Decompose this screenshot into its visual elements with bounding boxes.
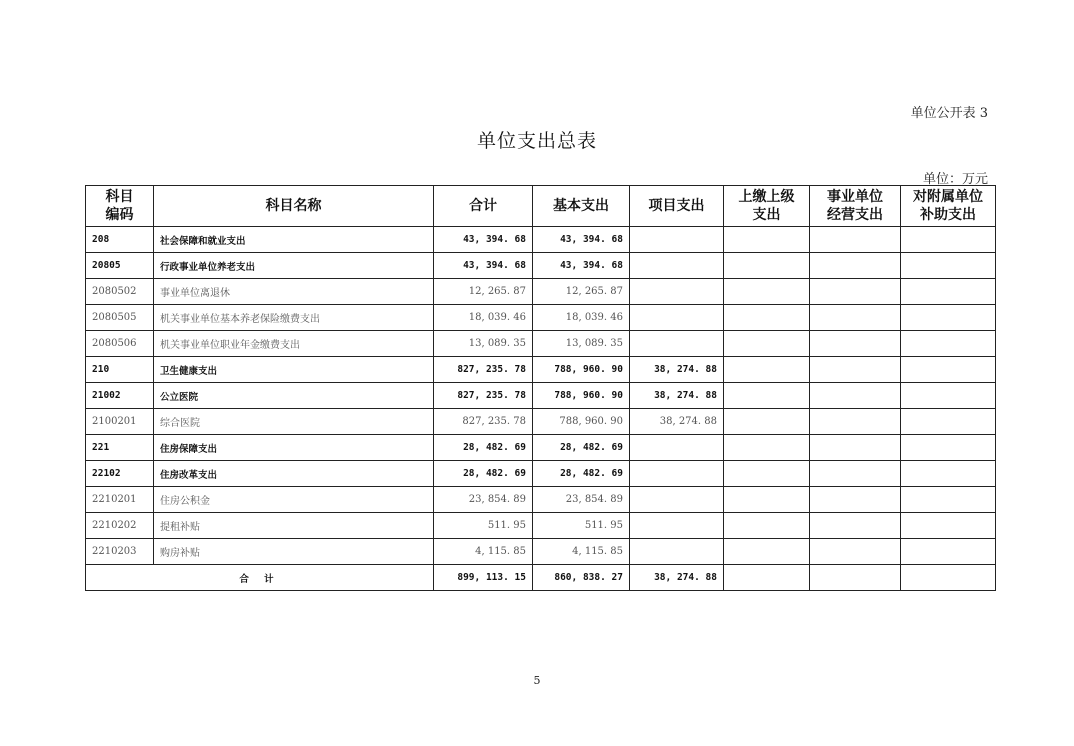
cell-total: 43, 394. 68	[434, 227, 533, 253]
cell-total: 18, 039. 46	[434, 305, 533, 331]
cell-code: 208	[86, 227, 154, 253]
cell-project: 38, 274. 88	[630, 409, 724, 435]
cell-subsidy	[901, 435, 996, 461]
cell-remit	[724, 487, 810, 513]
cell-basic: 12, 265. 87	[533, 279, 630, 305]
cell-subsidy	[901, 487, 996, 513]
cell-total: 13, 089. 35	[434, 331, 533, 357]
cell-business	[810, 253, 901, 279]
cell-remit	[724, 513, 810, 539]
cell-name: 卫生健康支出	[154, 357, 434, 383]
total-label: 合 计	[86, 565, 434, 591]
total-project: 38, 274. 88	[630, 565, 724, 591]
cell-name: 机关事业单位职业年金缴费支出	[154, 331, 434, 357]
form-number: 单位公开表 3	[910, 106, 988, 121]
col-header-project: 项目支出	[630, 186, 724, 227]
cell-project	[630, 435, 724, 461]
cell-business	[810, 513, 901, 539]
col-header-code: 科目 编码	[86, 186, 154, 227]
cell-basic: 788, 960. 90	[533, 383, 630, 409]
cell-project: 38, 274. 88	[630, 383, 724, 409]
cell-business	[810, 409, 901, 435]
cell-subsidy	[901, 539, 996, 565]
cell-subsidy	[901, 513, 996, 539]
total-total: 899, 113. 15	[434, 565, 533, 591]
cell-total: 827, 235. 78	[434, 409, 533, 435]
page-title: 单位支出总表	[476, 130, 597, 152]
page-number: 5	[533, 674, 541, 687]
cell-total: 28, 482. 69	[434, 435, 533, 461]
total-subsidy	[901, 565, 996, 591]
cell-remit	[724, 227, 810, 253]
cell-basic: 43, 394. 68	[533, 253, 630, 279]
cell-business	[810, 227, 901, 253]
cell-code: 2080505	[86, 305, 154, 331]
cell-project	[630, 331, 724, 357]
cell-subsidy	[901, 461, 996, 487]
cell-name: 购房补贴	[154, 539, 434, 565]
col-header-subsidy: 对附属单位 补助支出	[901, 186, 996, 227]
cell-basic: 511. 95	[533, 513, 630, 539]
cell-code: 22102	[86, 461, 154, 487]
cell-name: 公立医院	[154, 383, 434, 409]
cell-code: 2080502	[86, 279, 154, 305]
cell-remit	[724, 305, 810, 331]
cell-code: 2210201	[86, 487, 154, 513]
cell-project: 38, 274. 88	[630, 357, 724, 383]
cell-code: 2210203	[86, 539, 154, 565]
cell-basic: 13, 089. 35	[533, 331, 630, 357]
cell-subsidy	[901, 383, 996, 409]
cell-code: 221	[86, 435, 154, 461]
cell-name: 综合医院	[154, 409, 434, 435]
cell-subsidy	[901, 305, 996, 331]
cell-basic: 23, 854. 89	[533, 487, 630, 513]
cell-subsidy	[901, 409, 996, 435]
cell-remit	[724, 539, 810, 565]
cell-business	[810, 383, 901, 409]
cell-code: 210	[86, 357, 154, 383]
cell-business	[810, 487, 901, 513]
cell-name: 住房保障支出	[154, 435, 434, 461]
cell-basic: 28, 482. 69	[533, 435, 630, 461]
expenditure-table	[85, 185, 996, 591]
cell-basic: 788, 960. 90	[533, 357, 630, 383]
cell-name: 社会保障和就业支出	[154, 227, 434, 253]
cell-total: 827, 235. 78	[434, 383, 533, 409]
cell-remit	[724, 357, 810, 383]
col-header-business: 事业单位 经营支出	[810, 186, 901, 227]
cell-project	[630, 227, 724, 253]
cell-name: 行政事业单位养老支出	[154, 253, 434, 279]
cell-business	[810, 331, 901, 357]
cell-basic: 43, 394. 68	[533, 227, 630, 253]
cell-subsidy	[901, 331, 996, 357]
cell-code: 2100201	[86, 409, 154, 435]
total-remit	[724, 565, 810, 591]
cell-total: 827, 235. 78	[434, 357, 533, 383]
cell-name: 机关事业单位基本养老保险缴费支出	[154, 305, 434, 331]
cell-business	[810, 461, 901, 487]
cell-basic: 18, 039. 46	[533, 305, 630, 331]
cell-total: 28, 482. 69	[434, 461, 533, 487]
table-body	[86, 227, 996, 591]
cell-name: 提租补贴	[154, 513, 434, 539]
cell-subsidy	[901, 227, 996, 253]
col-header-remit: 上缴上级 支出	[724, 186, 810, 227]
cell-code: 21002	[86, 383, 154, 409]
cell-remit	[724, 383, 810, 409]
cell-business	[810, 357, 901, 383]
cell-name: 住房改革支出	[154, 461, 434, 487]
unit-label: 单位：万元	[922, 172, 988, 187]
cell-project	[630, 305, 724, 331]
cell-remit	[724, 253, 810, 279]
cell-project	[630, 253, 724, 279]
cell-basic: 4, 115. 85	[533, 539, 630, 565]
cell-total: 43, 394. 68	[434, 253, 533, 279]
cell-total: 511. 95	[434, 513, 533, 539]
cell-remit	[724, 409, 810, 435]
cell-remit	[724, 331, 810, 357]
cell-project	[630, 513, 724, 539]
cell-subsidy	[901, 279, 996, 305]
cell-business	[810, 435, 901, 461]
cell-code: 20805	[86, 253, 154, 279]
cell-subsidy	[901, 253, 996, 279]
cell-project	[630, 461, 724, 487]
col-header-basic: 基本支出	[533, 186, 630, 227]
cell-basic: 28, 482. 69	[533, 461, 630, 487]
cell-remit	[724, 435, 810, 461]
cell-name: 事业单位离退休	[154, 279, 434, 305]
total-basic: 860, 838. 27	[533, 565, 630, 591]
cell-basic: 788, 960. 90	[533, 409, 630, 435]
cell-business	[810, 305, 901, 331]
cell-code: 2080506	[86, 331, 154, 357]
cell-business	[810, 279, 901, 305]
cell-name: 住房公积金	[154, 487, 434, 513]
total-row	[86, 565, 996, 591]
cell-project	[630, 279, 724, 305]
col-header-name: 科目名称	[154, 186, 434, 227]
cell-project	[630, 487, 724, 513]
cell-business	[810, 539, 901, 565]
cell-total: 4, 115. 85	[434, 539, 533, 565]
table-header-row	[86, 186, 996, 227]
cell-code: 2210202	[86, 513, 154, 539]
col-header-total: 合计	[434, 186, 533, 227]
cell-total: 23, 854. 89	[434, 487, 533, 513]
cell-subsidy	[901, 357, 996, 383]
cell-remit	[724, 279, 810, 305]
cell-remit	[724, 461, 810, 487]
total-business	[810, 565, 901, 591]
cell-project	[630, 539, 724, 565]
cell-total: 12, 265. 87	[434, 279, 533, 305]
